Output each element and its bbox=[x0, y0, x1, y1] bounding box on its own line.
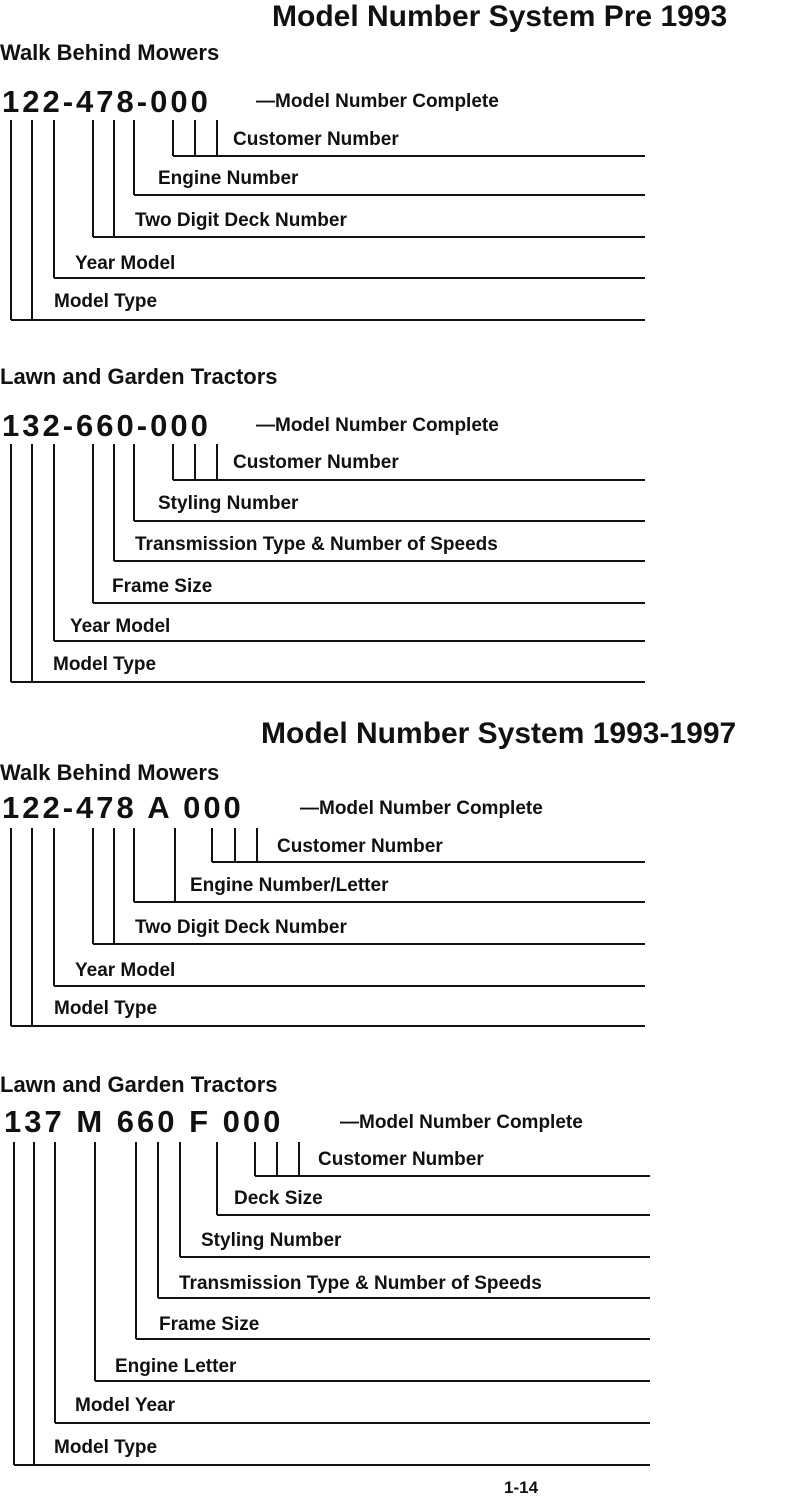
label-model-year: Model Year bbox=[75, 1395, 175, 1416]
model-number: 132-660-000 bbox=[2, 408, 211, 443]
model-number-complete-label: —Model Number Complete bbox=[256, 415, 499, 436]
label-customer-number: Customer Number bbox=[318, 1149, 484, 1170]
label-styling-number: Styling Number bbox=[158, 493, 299, 514]
model-number: 122-478 A 000 bbox=[2, 790, 244, 825]
label-year-model: Year Model bbox=[75, 960, 176, 981]
label-model-type: Model Type bbox=[54, 998, 158, 1019]
page-number: 1-14 bbox=[504, 1478, 539, 1497]
label-model-type: Model Type bbox=[53, 654, 157, 675]
bracket-group-tractors-pre1993 bbox=[11, 444, 645, 682]
label-engine-number-letter: Engine Number/Letter bbox=[190, 875, 389, 896]
bracket-group-walk-behind-pre1993 bbox=[11, 120, 645, 320]
label-model-type: Model Type bbox=[54, 291, 158, 312]
label-customer-number: Customer Number bbox=[233, 452, 399, 473]
section-heading-walk-behind-pre1993: Walk Behind Mowers bbox=[0, 40, 220, 65]
label-frame-size: Frame Size bbox=[159, 1314, 260, 1335]
label-year-model: Year Model bbox=[70, 616, 171, 637]
bracket-group-tractors-1993 bbox=[14, 1142, 650, 1465]
label-customer-number: Customer Number bbox=[277, 836, 443, 857]
title-1993-1997: Model Number System 1993-1997 bbox=[261, 717, 737, 750]
label-deck-number: Two Digit Deck Number bbox=[135, 210, 347, 231]
section-heading-tractors-pre1993: Lawn and Garden Tractors bbox=[0, 364, 278, 389]
label-model-type: Model Type bbox=[54, 1437, 158, 1458]
bracket-group-walk-behind-1993 bbox=[11, 828, 645, 1026]
section-heading-tractors-1993: Lawn and Garden Tractors bbox=[0, 1072, 278, 1097]
label-deck-number: Two Digit Deck Number bbox=[135, 917, 347, 938]
model-number: 137 M 660 F 000 bbox=[4, 1104, 284, 1139]
label-year-model: Year Model bbox=[75, 253, 176, 274]
model-number-complete-label: —Model Number Complete bbox=[340, 1112, 583, 1133]
label-engine-number: Engine Number bbox=[158, 168, 299, 189]
model-number-complete-label: —Model Number Complete bbox=[256, 91, 499, 112]
label-customer-number: Customer Number bbox=[233, 129, 399, 150]
title-pre-1993: Model Number System Pre 1993 bbox=[272, 0, 728, 33]
section-heading-walk-behind-1993: Walk Behind Mowers bbox=[0, 760, 220, 785]
model-number-complete-label: —Model Number Complete bbox=[300, 798, 543, 819]
label-styling-number: Styling Number bbox=[201, 1230, 342, 1251]
model-number: 122-478-000 bbox=[2, 84, 211, 119]
label-transmission-type: Transmission Type & Number of Speeds bbox=[179, 1273, 542, 1294]
label-frame-size: Frame Size bbox=[112, 576, 213, 597]
label-deck-size: Deck Size bbox=[234, 1188, 323, 1209]
label-transmission-type: Transmission Type & Number of Speeds bbox=[135, 534, 498, 555]
label-engine-letter: Engine Letter bbox=[115, 1356, 237, 1377]
